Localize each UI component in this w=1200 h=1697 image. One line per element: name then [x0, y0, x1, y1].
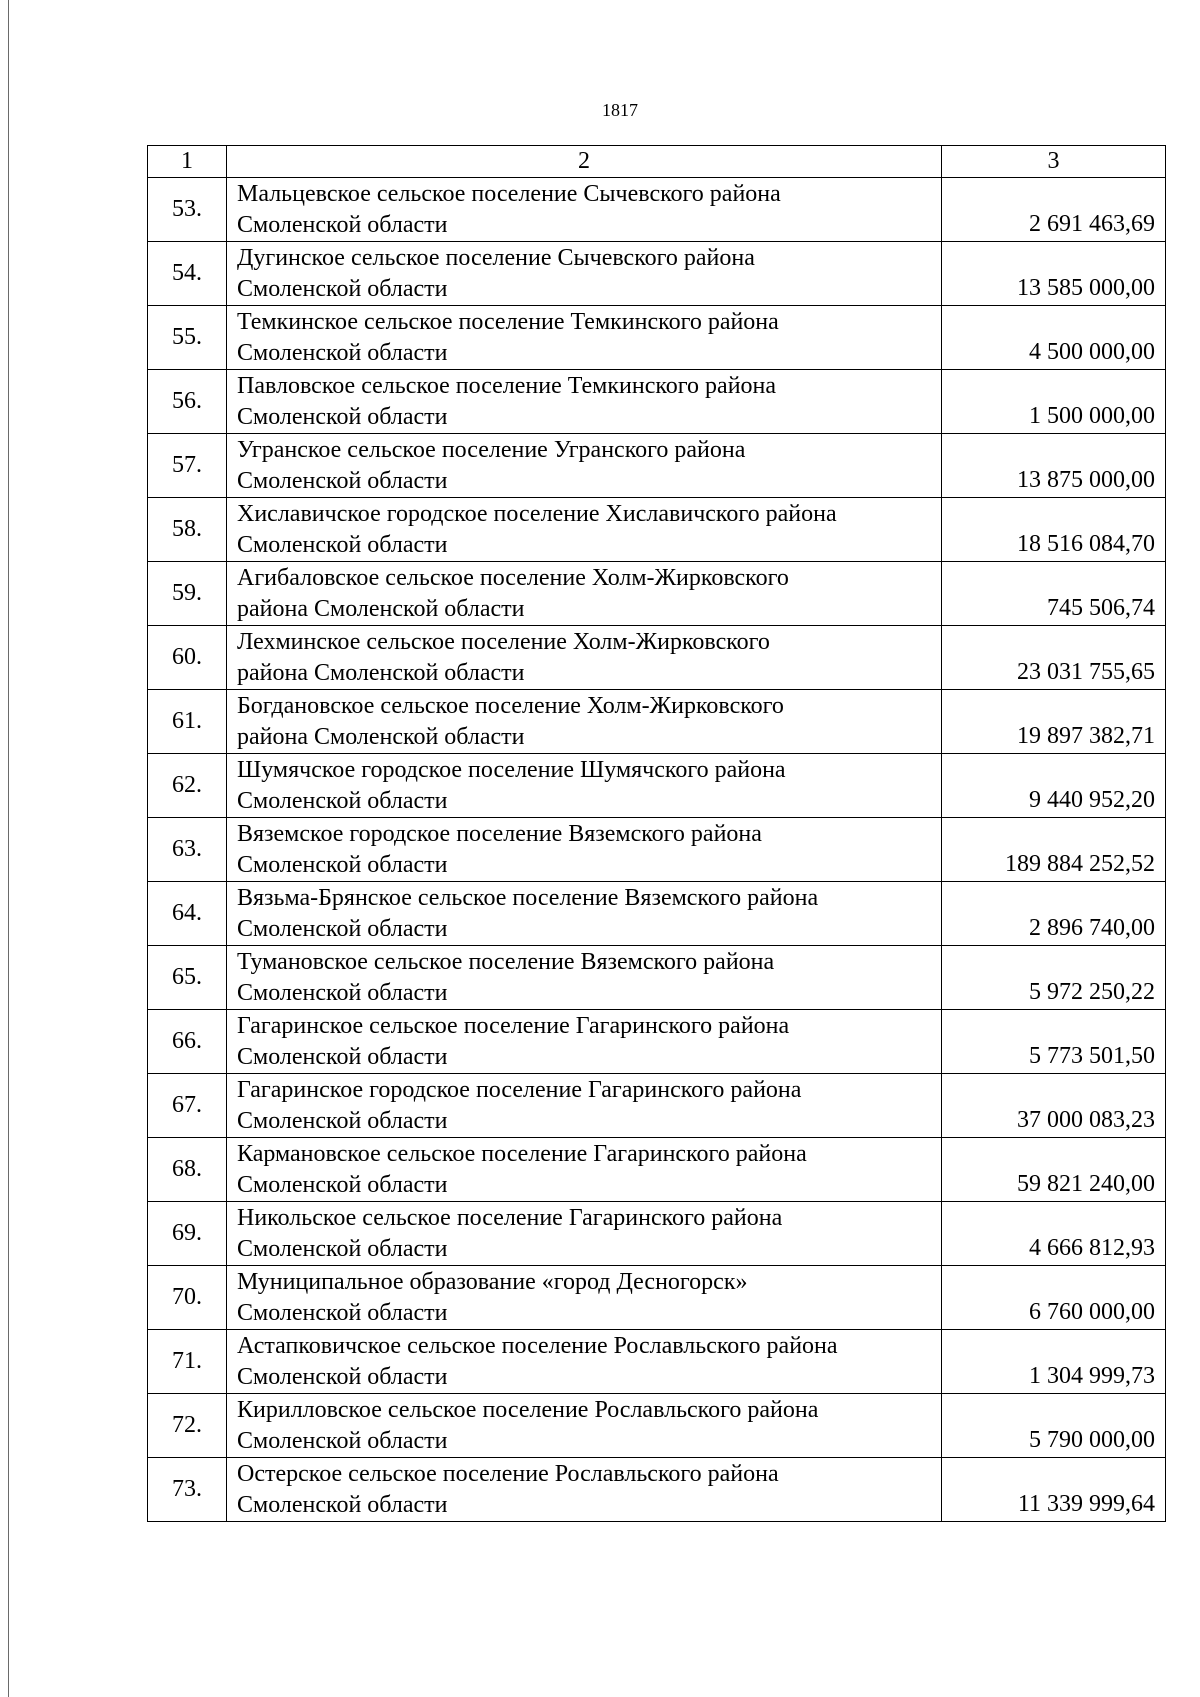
table-row: [148, 498, 1166, 562]
settlement-name: [227, 690, 942, 754]
table-row: [148, 754, 1166, 818]
settlement-name: [227, 946, 942, 1010]
settlement-name-line-2: района Смоленской области: [237, 595, 525, 622]
table-row: [148, 1202, 1166, 1266]
settlement-name: [227, 1458, 942, 1522]
settlement-name-line-2: района Смоленской области: [237, 723, 525, 750]
settlement-name-line-2: Смоленской области: [237, 1235, 448, 1262]
settlement-name-line-1: Вязьма-Брянское сельское поселение Вяземского района: [237, 884, 819, 911]
settlement-name-line-1: Шумячское городское поселение Шумячского района: [237, 756, 786, 783]
settlement-name-line-2: Смоленской области: [237, 787, 448, 814]
settlement-name-line-1: Астапковичское сельское поселение Рославльского района: [237, 1332, 838, 1359]
row-number: 66.: [148, 1010, 227, 1074]
row-number: 56.: [148, 370, 227, 434]
amount-value: 4 666 812,93: [942, 1202, 1166, 1266]
row-number: 59.: [148, 562, 227, 626]
settlement-name-line-1: Мальцевское сельское поселение Сычевского района: [237, 180, 781, 207]
amount-value: 6 760 000,00: [942, 1266, 1166, 1330]
amount-value: 18 516 084,70: [942, 498, 1166, 562]
settlement-name-line-2: Смоленской области: [237, 531, 448, 558]
table-row: [148, 818, 1166, 882]
settlement-name: [227, 370, 942, 434]
settlement-name-line-2: Смоленской области: [237, 915, 448, 942]
header-col-3: 3: [942, 146, 1166, 178]
row-number: 68.: [148, 1138, 227, 1202]
settlement-name-line-1: Кармановское сельское поселение Гагаринского района: [237, 1140, 807, 1167]
settlement-name-line-2: Смоленской области: [237, 979, 448, 1006]
settlement-name: [227, 562, 942, 626]
amount-value: 1 500 000,00: [942, 370, 1166, 434]
settlement-name-line-2: Смоленской области: [237, 851, 448, 878]
settlement-name: [227, 306, 942, 370]
table-row: [148, 1138, 1166, 1202]
amount-value: 2 691 463,69: [942, 178, 1166, 242]
amount-value: 5 773 501,50: [942, 1010, 1166, 1074]
table-row: [148, 1330, 1166, 1394]
amount-value: 13 875 000,00: [942, 434, 1166, 498]
settlement-name: [227, 1074, 942, 1138]
settlement-name-line-2: Смоленской области: [237, 1491, 448, 1518]
settlement-name-line-1: Никольское сельское поселение Гагаринского района: [237, 1204, 783, 1231]
amount-value: 745 506,74: [942, 562, 1166, 626]
settlement-name: [227, 1330, 942, 1394]
settlement-name-line-1: Вяземское городское поселение Вяземского района: [237, 820, 762, 847]
settlement-name: [227, 1266, 942, 1330]
table-row: [148, 626, 1166, 690]
amount-value: 189 884 252,52: [942, 818, 1166, 882]
settlement-name: [227, 882, 942, 946]
amount-value: 9 440 952,20: [942, 754, 1166, 818]
settlement-name-line-1: Дугинское сельское поселение Сычевского района: [237, 244, 755, 271]
amount-value: 5 972 250,22: [942, 946, 1166, 1010]
table-row: [148, 1074, 1166, 1138]
row-number: 73.: [148, 1458, 227, 1522]
amount-value: 5 790 000,00: [942, 1394, 1166, 1458]
settlement-name: [227, 1202, 942, 1266]
settlement-name: [227, 1138, 942, 1202]
settlement-name: [227, 434, 942, 498]
settlement-name-line-2: Смоленской области: [237, 211, 448, 238]
row-number: 61.: [148, 690, 227, 754]
settlement-name-line-1: Агибаловское сельское поселение Холм-Жирковского: [237, 564, 789, 591]
row-number: 55.: [148, 306, 227, 370]
table-row: [148, 1458, 1166, 1522]
settlement-name: [227, 178, 942, 242]
row-number: 53.: [148, 178, 227, 242]
table-row: [148, 1266, 1166, 1330]
settlement-name: [227, 1010, 942, 1074]
settlement-name-line-1: Богдановское сельское поселение Холм-Жирковского: [237, 692, 784, 719]
settlement-name-line-1: Гагаринское городское поселение Гагаринского района: [237, 1076, 802, 1103]
row-number: 69.: [148, 1202, 227, 1266]
settlement-name: [227, 498, 942, 562]
settlement-name-line-2: Смоленской области: [237, 467, 448, 494]
settlement-name-line-2: Смоленской области: [237, 1427, 448, 1454]
settlement-name-line-2: Смоленской области: [237, 1107, 448, 1134]
settlement-name-line-1: Хиславичское городское поселение Хиславичского района: [237, 500, 837, 527]
table-row: [148, 306, 1166, 370]
settlement-name-line-1: Тумановское сельское поселение Вяземского района: [237, 948, 775, 975]
scan-margin-line: [8, 0, 9, 1697]
row-number: 58.: [148, 498, 227, 562]
table-row: [148, 434, 1166, 498]
header-col-2: 2: [227, 146, 942, 178]
amount-value: 1 304 999,73: [942, 1330, 1166, 1394]
table-row: [148, 178, 1166, 242]
settlement-name-line-2: Смоленской области: [237, 1299, 448, 1326]
settlement-name: [227, 626, 942, 690]
settlement-name-line-2: Смоленской области: [237, 1043, 448, 1070]
row-number: 64.: [148, 882, 227, 946]
row-number: 71.: [148, 1330, 227, 1394]
row-number: 54.: [148, 242, 227, 306]
table-row: [148, 882, 1166, 946]
settlement-name-line-2: Смоленской области: [237, 1363, 448, 1390]
amount-value: 59 821 240,00: [942, 1138, 1166, 1202]
settlement-name-line-1: Гагаринское сельское поселение Гагаринского района: [237, 1012, 790, 1039]
table-row: [148, 562, 1166, 626]
table-header-row: [148, 146, 1166, 178]
amount-value: 4 500 000,00: [942, 306, 1166, 370]
settlement-name: [227, 242, 942, 306]
table-row: [148, 1010, 1166, 1074]
table-row: [148, 370, 1166, 434]
row-number: 60.: [148, 626, 227, 690]
settlement-name-line-1: Муниципальное образование «город Десногорск»: [237, 1268, 748, 1295]
settlement-name-line-2: района Смоленской области: [237, 659, 525, 686]
settlement-name-line-2: Смоленской области: [237, 403, 448, 430]
page-number: 1817: [602, 100, 638, 120]
amount-value: 2 896 740,00: [942, 882, 1166, 946]
row-number: 70.: [148, 1266, 227, 1330]
amount-value: 13 585 000,00: [942, 242, 1166, 306]
settlement-name: [227, 754, 942, 818]
table-row: [148, 1394, 1166, 1458]
amount-value: 19 897 382,71: [942, 690, 1166, 754]
settlement-name-line-1: Угранское сельское поселение Угранского района: [237, 436, 746, 463]
amount-value: 37 000 083,23: [942, 1074, 1166, 1138]
settlement-name: [227, 818, 942, 882]
settlement-name-line-2: Смоленской области: [237, 339, 448, 366]
settlement-name-line-1: Остерское сельское поселение Рославльского района: [237, 1460, 779, 1487]
allocation-table: [147, 145, 1166, 1522]
row-number: 72.: [148, 1394, 227, 1458]
row-number: 65.: [148, 946, 227, 1010]
row-number: 62.: [148, 754, 227, 818]
settlement-name-line-1: Лехминское сельское поселение Холм-Жирковского: [237, 628, 770, 655]
settlement-name-line-2: Смоленской области: [237, 1171, 448, 1198]
row-number: 63.: [148, 818, 227, 882]
amount-value: 11 339 999,64: [942, 1458, 1166, 1522]
settlement-name-line-1: Кирилловское сельское поселение Рославльского района: [237, 1396, 819, 1423]
table-row: [148, 690, 1166, 754]
row-number: 57.: [148, 434, 227, 498]
header-col-1: 1: [148, 146, 227, 178]
settlement-name-line-1: Темкинское сельское поселение Темкинского района: [237, 308, 779, 335]
table-row: [148, 242, 1166, 306]
settlement-name: [227, 1394, 942, 1458]
settlement-name-line-2: Смоленской области: [237, 275, 448, 302]
row-number: 67.: [148, 1074, 227, 1138]
amount-value: 23 031 755,65: [942, 626, 1166, 690]
table-row: [148, 946, 1166, 1010]
settlement-name-line-1: Павловское сельское поселение Темкинского района: [237, 372, 777, 399]
